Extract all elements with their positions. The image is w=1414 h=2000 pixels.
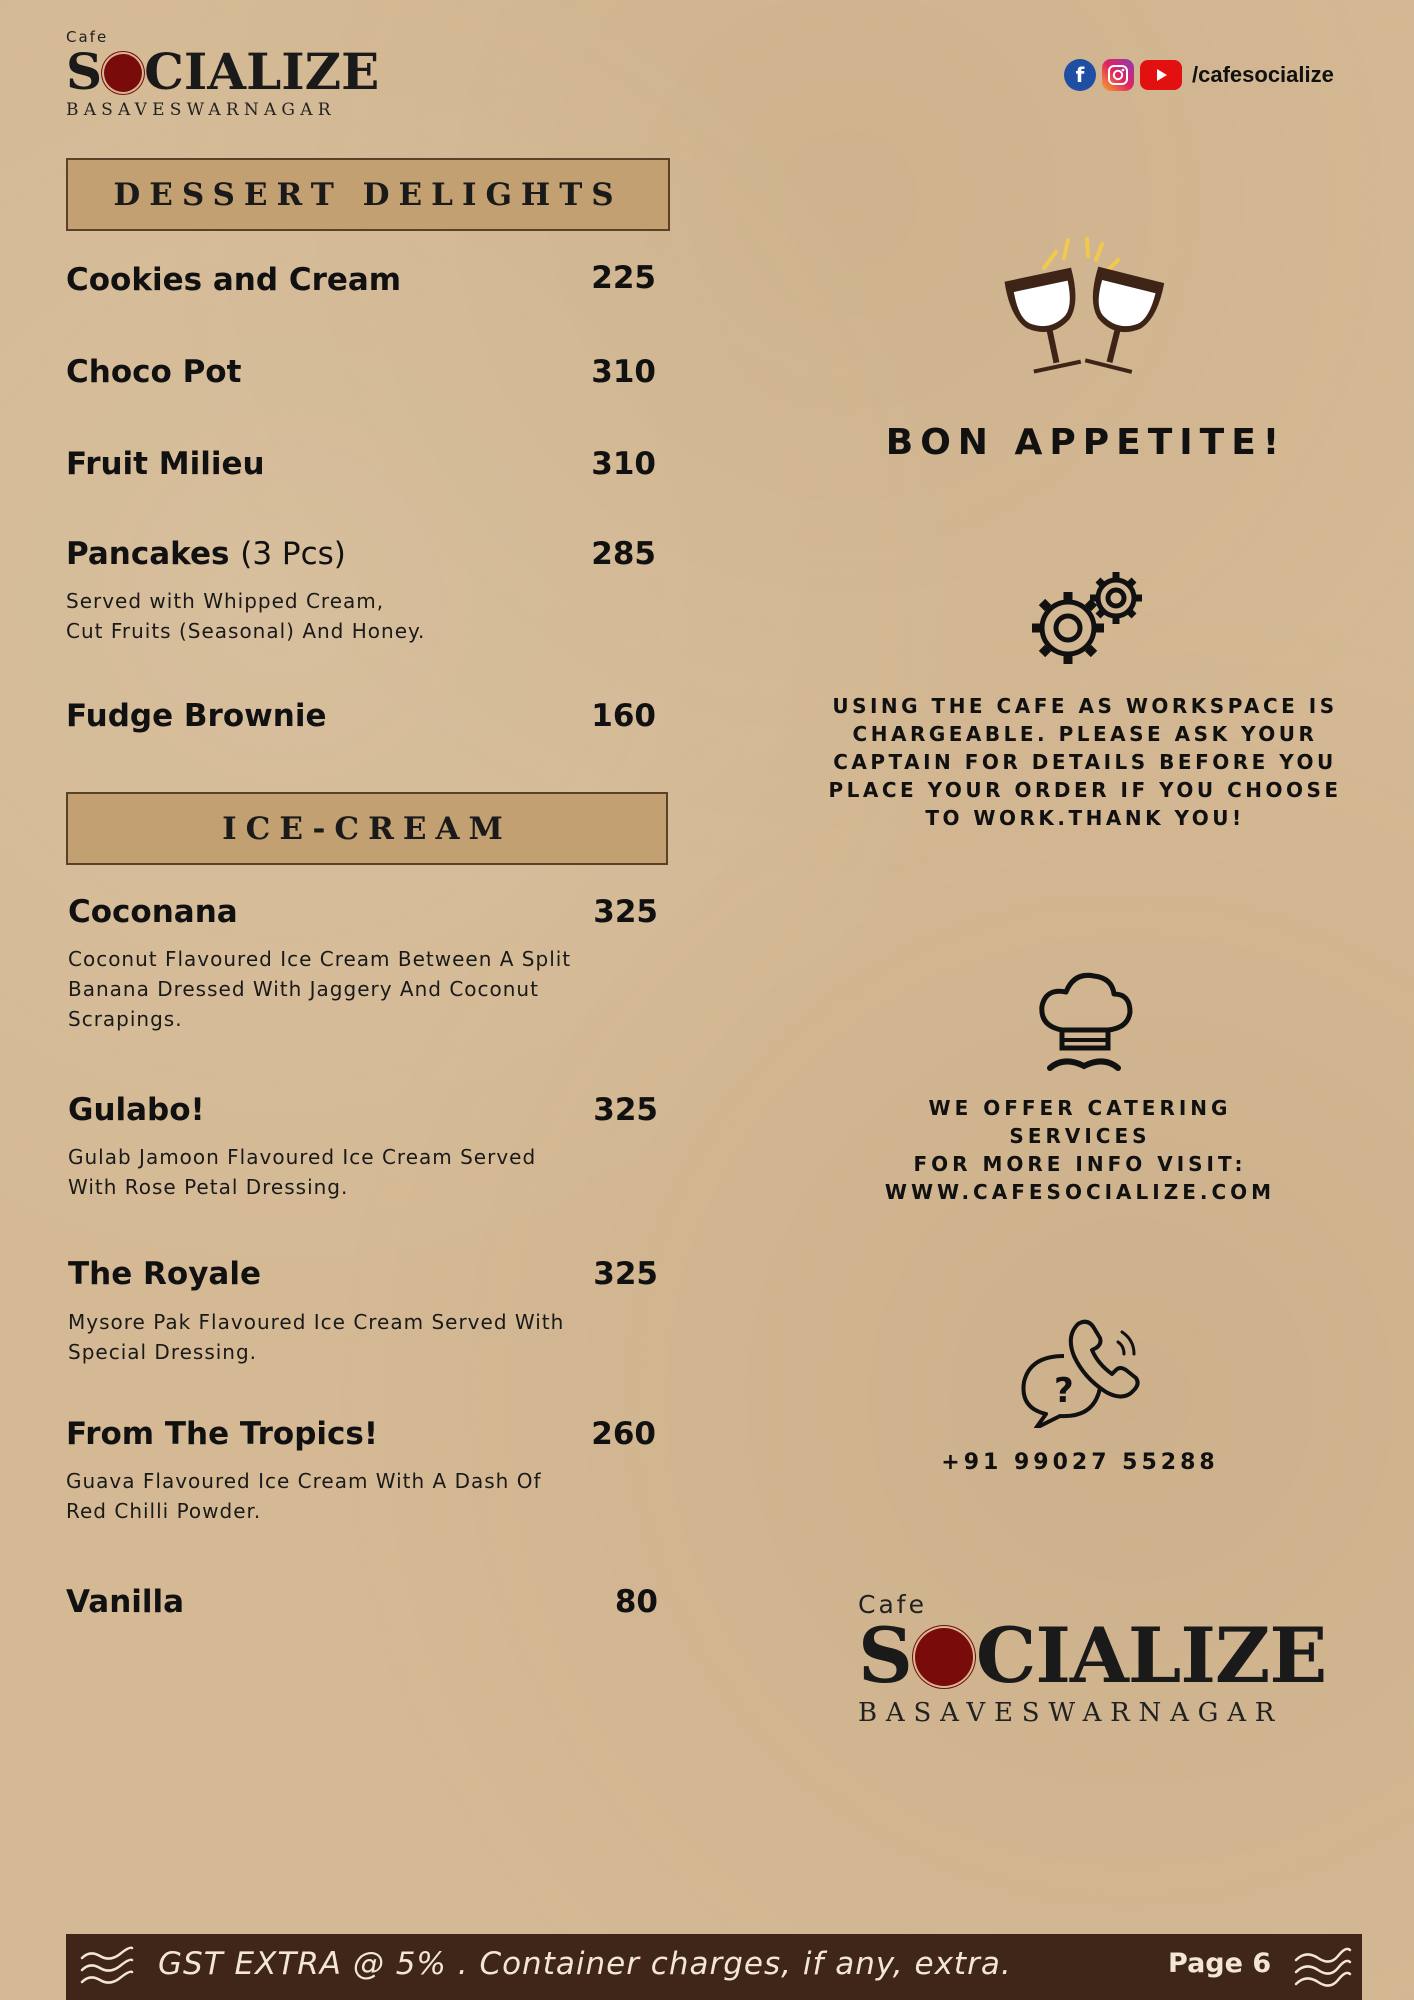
youtube-icon[interactable] — [1140, 60, 1182, 90]
menu-item-price: 325 — [593, 1092, 658, 1128]
logo-cafe-text: Cafe — [858, 1590, 927, 1619]
page-number: Page 6 — [1168, 1948, 1272, 1979]
svg-text:?: ? — [1054, 1371, 1074, 1411]
menu-item-desc — [66, 586, 626, 646]
menu-item-price: 285 — [591, 536, 656, 572]
menu-item-desc — [68, 944, 648, 1034]
logo-location: BASAVESWARNAGAR — [858, 1698, 1284, 1728]
social-handle[interactable]: /cafesocialize — [1192, 62, 1334, 87]
desc-line: Gulab Jamoon Flavoured Ice Cream Served — [68, 1145, 537, 1169]
icecream-section-header: ICE-CREAM — [66, 792, 668, 865]
desc-line: Red Chilli Powder. — [66, 1499, 262, 1523]
menu-item-name: Cookies and Cream — [66, 262, 402, 298]
header-logo — [66, 28, 380, 124]
cheers-glasses-icon — [984, 234, 1184, 394]
desc-line: Coconut Flavoured Ice Cream Between A Split — [68, 947, 572, 971]
menu-item-price: 325 — [593, 1256, 658, 1292]
catering-line: FOR MORE INFO VISIT: — [913, 1152, 1247, 1176]
footer-logo — [858, 1590, 1327, 1730]
desc-line: Banana Dressed With Jaggery And Coconut — [68, 977, 539, 1001]
gears-icon — [1020, 568, 1150, 674]
phone-question-icon — [1014, 1316, 1146, 1428]
logo-s: S — [66, 42, 103, 101]
menu-item-price: 160 — [591, 698, 656, 734]
wave-icon — [78, 1942, 134, 1994]
dessert-section-header: DESSERT DELIGHTS — [66, 158, 670, 231]
menu-item-price: 310 — [591, 446, 656, 482]
menu-item-name: Choco Pot — [66, 354, 242, 390]
logo-s: S — [858, 1611, 912, 1700]
menu-item-price: 80 — [614, 1584, 658, 1620]
menu-item-desc — [68, 1307, 648, 1367]
desc-line: Mysore Pak Flavoured Ice Cream Served With — [68, 1310, 565, 1334]
instagram-icon[interactable] — [1102, 59, 1134, 91]
logo-red-dot-icon — [915, 1628, 973, 1686]
notice-line: TO WORK.THANK YOU! — [925, 806, 1245, 830]
social-links — [1064, 59, 1334, 91]
desc-line: Special Dressing. — [68, 1340, 258, 1364]
menu-item-qty: (3 Pcs) — [240, 536, 346, 572]
menu-item-price: 260 — [591, 1416, 656, 1452]
catering-line: WE OFFER CATERING — [928, 1096, 1232, 1120]
catering-url[interactable]: WWW.CAFESOCIALIZE.COM — [884, 1180, 1276, 1204]
notice-line: CAPTAIN FOR DETAILS BEFORE YOU — [833, 750, 1337, 774]
notice-line: CHARGEABLE. PLEASE ASK YOUR — [852, 722, 1318, 746]
logo-location: BASAVESWARNAGAR — [66, 100, 336, 120]
wave-icon — [1292, 1942, 1352, 1996]
notice-line: PLACE YOUR ORDER IF YOU CHOOSE — [828, 778, 1342, 802]
footer-note: GST EXTRA @ 5% . Container charges, if any, extra. — [158, 1946, 1012, 1982]
workspace-notice — [805, 692, 1365, 832]
desc-line: Scrapings. — [68, 1007, 183, 1031]
notice-line: USING THE CAFE AS WORKSPACE IS — [832, 694, 1338, 718]
desc-line: Guava Flavoured Ice Cream With A Dash Of — [66, 1469, 542, 1493]
menu-item-name: Vanilla — [66, 1584, 185, 1620]
logo-wordmark — [858, 1611, 1327, 1700]
menu-item-name: Gulabo! — [68, 1092, 205, 1128]
menu-item-price: 310 — [591, 354, 656, 390]
logo-rest: CIALIZE — [144, 42, 380, 101]
desc-line: With Rose Petal Dressing. — [68, 1175, 349, 1199]
menu-item-desc — [66, 1466, 646, 1526]
menu-item-price: 225 — [591, 260, 656, 296]
catering-info — [830, 1094, 1330, 1206]
chef-hat-icon — [1034, 968, 1134, 1074]
desc-line: Served with Whipped Cream, — [66, 589, 385, 613]
menu-item-name: Coconana — [68, 894, 238, 930]
bon-appetite-heading: BON APPETITE! — [885, 422, 1287, 463]
catering-line: SERVICES — [1009, 1124, 1151, 1148]
logo-cafe-text: Cafe — [66, 28, 109, 46]
logo-red-dot-icon — [104, 54, 142, 92]
menu-item-price: 325 — [593, 894, 658, 930]
logo-wordmark — [66, 42, 379, 102]
facebook-icon[interactable]: f — [1064, 59, 1096, 91]
menu-item-name: Fudge Brownie — [66, 698, 327, 734]
menu-item-name: From The Tropics! — [66, 1416, 379, 1452]
menu-item-name: The Royale — [68, 1256, 261, 1292]
desc-line: Cut Fruits (Seasonal) And Honey. — [66, 619, 426, 643]
menu-item-name: Fruit Milieu — [66, 446, 265, 482]
phone-number[interactable]: +91 99027 55288 — [941, 1450, 1219, 1475]
logo-rest: CIALIZE — [975, 1611, 1327, 1700]
menu-item-desc — [68, 1142, 648, 1202]
menu-item-name — [66, 536, 346, 572]
menu-item-title: Pancakes — [66, 536, 230, 572]
